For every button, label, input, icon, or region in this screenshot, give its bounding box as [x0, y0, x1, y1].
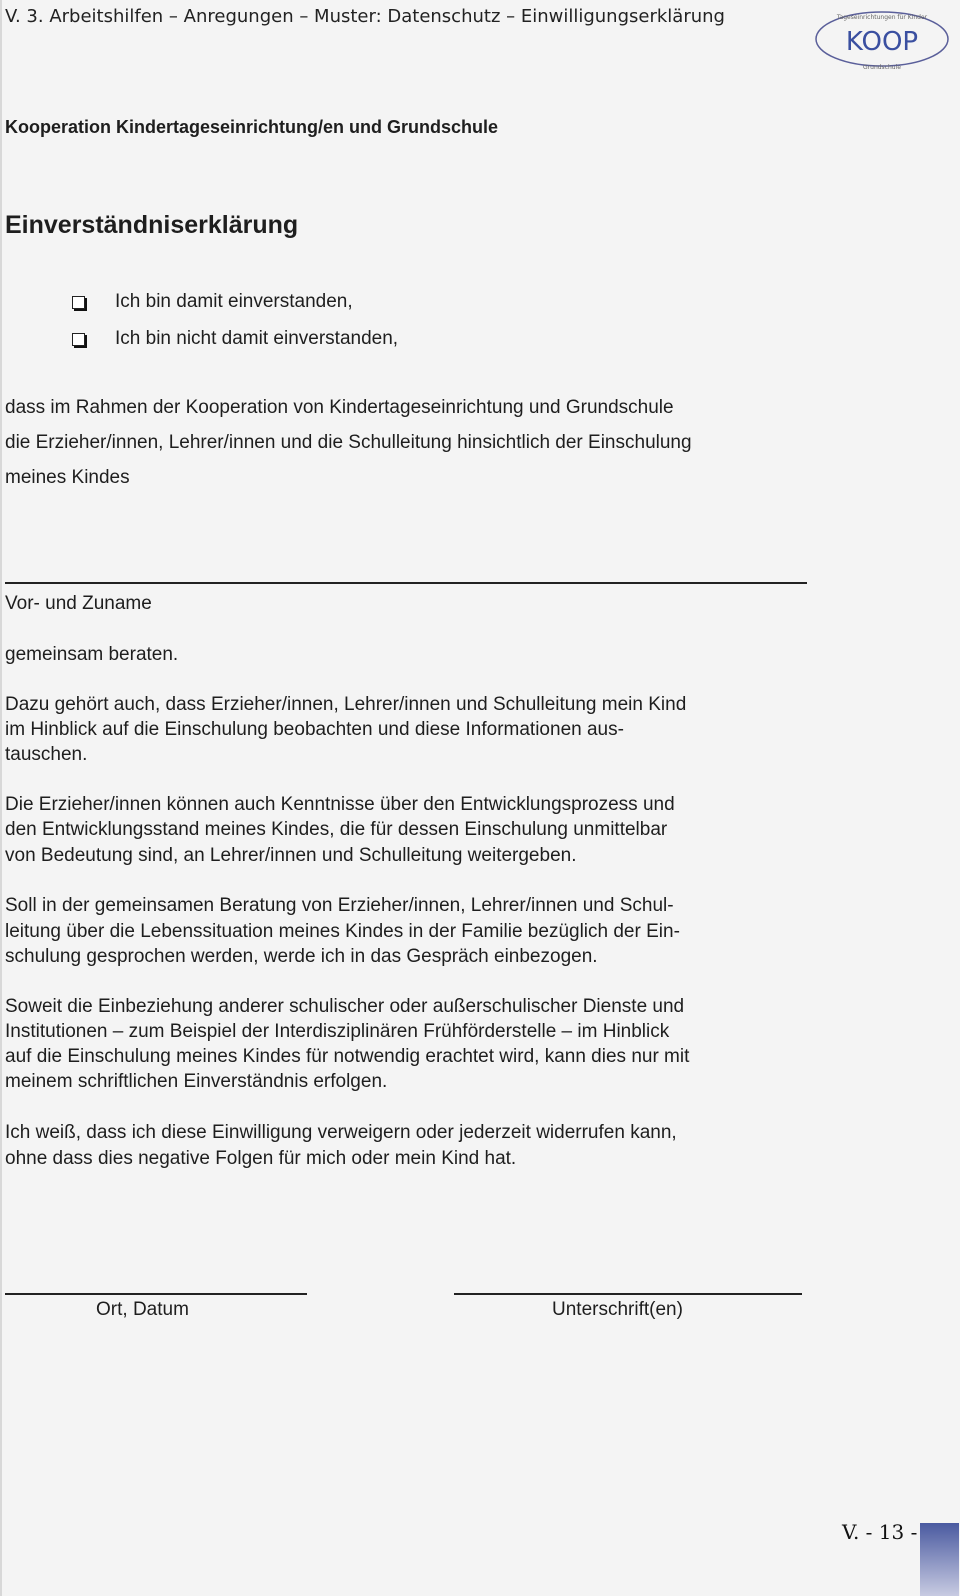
paragraph-line: ohne dass dies negative Folgen für mich oder mein Kind hat. — [5, 1148, 517, 1169]
signature-label: Unterschrift(en) — [552, 1299, 683, 1320]
consent-checkbox[interactable] — [72, 296, 85, 309]
paragraph-line: Institutionen – zum Beispiel der Interdisziplinären Frühförderstelle – im Hinblick — [5, 1021, 670, 1042]
paragraph-line: den Entwicklungsstand meines Kindes, die für dessen Einschulung unmittelbar — [5, 819, 668, 840]
paragraph-line: auf die Einschulung meines Kindes für notwendig erachtet wird, kann dies nur mit — [5, 1046, 690, 1067]
paragraph-line: tauschen. — [5, 744, 88, 765]
svg-text:Tageseinrichtungen für Kinder: Tageseinrichtungen für Kinder — [836, 14, 928, 21]
no-consent-checkbox[interactable] — [72, 333, 85, 346]
consent-option-label: Ich bin damit einverstanden, — [115, 291, 353, 312]
intro-line: die Erzieher/innen, Lehrer/innen und die Schulleitung hinsichtlich der Einschulung — [5, 432, 692, 453]
paragraph-line: Soll in der gemeinsamen Beratung von Erzieher/innen, Lehrer/innen und Schul- — [5, 895, 674, 916]
place-date-label: Ort, Datum — [96, 1299, 189, 1320]
intro-line: meines Kindes — [5, 467, 130, 488]
paragraph-line: im Hinblick auf die Einschulung beobachten und diese Informationen aus- — [5, 719, 624, 740]
paragraph-line: Die Erzieher/innen können auch Kenntnisse über den Entwicklungsprozess und — [5, 794, 675, 815]
svg-text:KOOP: KOOP — [845, 27, 919, 57]
paragraph-line: Dazu gehört auch, dass Erzieher/innen, Lehrer/innen und Schulleitung mein Kind — [5, 694, 687, 715]
document-title: Einverständniserklärung — [5, 211, 299, 239]
place-date-line[interactable] — [5, 1293, 307, 1295]
after-name-text: gemeinsam beraten. — [5, 644, 179, 665]
page-tab-decoration — [920, 1523, 959, 1596]
name-label: Vor- und Zuname — [5, 593, 152, 614]
page-header: V. 3. Arbeitshilfen – Anregungen – Muster: Datenschutz – Einwilligungserklärung — [5, 6, 725, 27]
paragraph-line: Soweit die Einbeziehung anderer schulischer oder außerschulischer Dienste und — [5, 996, 685, 1017]
paragraph-line: meinem schriftlichen Einverständnis erfolgen. — [5, 1071, 388, 1092]
paragraph-line: Ich weiß, dass ich diese Einwilligung verweigern oder jederzeit widerrufen kann, — [5, 1122, 677, 1143]
svg-text:Grundschule: Grundschule — [863, 64, 901, 71]
paragraph-line: leitung über die Lebenssituation meines Kindes in der Familie bezüglich der Ein- — [5, 921, 680, 942]
name-field-line[interactable] — [5, 582, 807, 584]
subtitle: Kooperation Kindertageseinrichtung/en und Grundschule — [5, 117, 499, 137]
paragraph-line: schulung gesprochen werden, werde ich in das Gespräch einbezogen. — [5, 946, 598, 967]
koop-logo — [812, 6, 952, 72]
signature-line[interactable] — [454, 1293, 802, 1295]
no-consent-option-label: Ich bin nicht damit einverstanden, — [115, 328, 399, 349]
paragraph-line: von Bedeutung sind, an Lehrer/innen und Schulleitung weitergeben. — [5, 845, 577, 866]
page-number: V. - 13 - — [842, 1520, 918, 1544]
intro-line: dass im Rahmen der Kooperation von Kindertageseinrichtung und Grundschule — [5, 397, 674, 418]
